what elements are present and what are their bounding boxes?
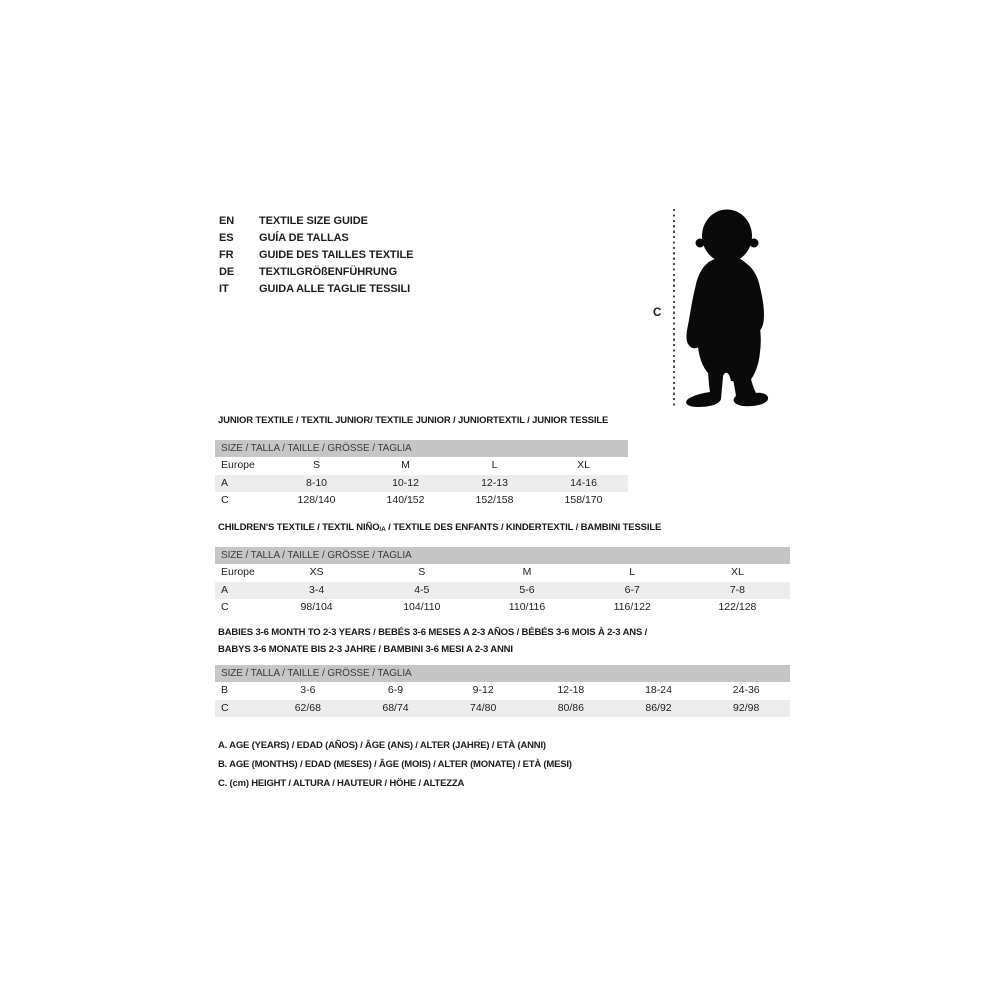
size-header-cell: S <box>312 459 320 471</box>
size-header-bar: SIZE / TALLA / TAILLE / GRÖSSE / TAGLIA <box>215 547 790 564</box>
value-cell: 92/98 <box>733 701 760 714</box>
value-cell: 122/128 <box>718 601 757 613</box>
language-row-es <box>219 230 413 247</box>
size-header-bar: SIZE / TALLA / TAILLE / GRÖSSE / TAGLIA <box>215 665 790 682</box>
value-cell: 128/140 <box>297 494 336 506</box>
value-cell: 24-36 <box>732 684 760 696</box>
row-label-cell: Europe <box>221 566 255 578</box>
legend <box>218 736 572 793</box>
value-cell: 18-24 <box>645 684 672 696</box>
row-label-cell: C <box>221 601 229 613</box>
language-code: EN <box>219 215 235 227</box>
value-cell: 8-10 <box>305 476 327 489</box>
value-cell: 10-12 <box>392 476 419 489</box>
row-label-cell: C <box>221 701 229 714</box>
height-measure-dashed-line <box>673 209 675 407</box>
legend-line-a: A. AGE (YEARS) / EDAD (AÑOS) / ÂGE (ANS) / ALTER (JAHRE) / ETÀ (ANNI) <box>218 740 546 751</box>
table-row <box>215 492 628 510</box>
value-cell: 14-16 <box>570 476 597 489</box>
value-cell: 152/158 <box>475 494 514 506</box>
row-label-cell: A <box>221 476 229 489</box>
size-header-cell: L <box>491 459 498 471</box>
value-cell: 140/152 <box>386 494 425 506</box>
value-cell: 74/80 <box>470 701 497 714</box>
value-cell: 158/170 <box>564 494 603 506</box>
value-cell: 116/122 <box>613 601 651 613</box>
language-code: IT <box>219 283 229 295</box>
language-title: GUIDA ALLE TAGLIE TESSILI <box>259 283 411 295</box>
babies-table-title-line1: BABIES 3-6 MONTH TO 2-3 YEARS / BEBÉS 3-6 MESES A 2-3 AÑOS / BÉBÉS 3-6 MOIS À 2-3 ANS / <box>218 627 648 638</box>
value-cell: 86/92 <box>645 701 672 714</box>
value-cell: 12-13 <box>481 476 508 489</box>
value-cell: 110/116 <box>508 601 546 613</box>
size-header-cell: XL <box>577 459 590 471</box>
toddler-silhouette-icon <box>683 208 773 408</box>
row-label-cell: A <box>221 583 229 596</box>
table-row <box>215 700 790 718</box>
value-cell: 3-4 <box>309 583 325 596</box>
table-row <box>215 475 628 493</box>
language-row-fr <box>219 247 413 264</box>
value-cell: 4-5 <box>414 583 430 596</box>
language-code: FR <box>219 249 234 261</box>
language-list <box>219 213 413 298</box>
language-code: DE <box>219 266 235 278</box>
value-cell: 7-8 <box>729 583 745 596</box>
value-cell: 98/104 <box>300 601 333 613</box>
row-label-cell: B <box>221 684 229 696</box>
language-row-de <box>219 264 413 281</box>
children-title-subscript: /A <box>379 526 386 533</box>
language-row-en <box>219 213 413 230</box>
children-title-pre: CHILDREN'S TEXTILE / TEXTIL NIÑO <box>218 522 380 533</box>
table-row <box>215 582 790 600</box>
language-title: GUÍA DE TALLAS <box>259 232 349 244</box>
row-label-cell: C <box>221 494 229 506</box>
value-cell: 9-12 <box>472 684 494 696</box>
value-cell: 6-9 <box>387 684 404 696</box>
size-header-cell: M <box>522 566 532 578</box>
junior-table <box>215 440 628 510</box>
row-label-cell: Europe <box>221 459 255 471</box>
legend-line-c: C. (cm) HEIGHT / ALTURA / HAUTEUR / HÖHE / ALTEZZA <box>218 778 465 789</box>
value-cell: 80/86 <box>557 701 584 714</box>
height-label-c: C <box>653 307 662 319</box>
children-table <box>215 547 790 617</box>
table-row <box>215 599 790 617</box>
language-code: ES <box>219 232 234 244</box>
table-row <box>215 457 628 475</box>
junior-table-title: JUNIOR TEXTILE / TEXTIL JUNIOR/ TEXTILE JUNIOR / JUNIORTEXTIL / JUNIOR TESSILE <box>218 415 609 426</box>
size-header-cell: L <box>629 566 636 578</box>
language-row-it <box>219 281 413 298</box>
value-cell: 6-7 <box>624 583 640 596</box>
table-row <box>215 564 790 582</box>
children-table-title <box>218 521 661 536</box>
size-header-bar: SIZE / TALLA / TAILLE / GRÖSSE / TAGLIA <box>215 440 628 457</box>
babies-table-title-line2: BABYS 3-6 MONATE BIS 2-3 JAHRE / BAMBINI 3-6 MESI A 2-3 ANNI <box>218 644 513 655</box>
value-cell: 68/74 <box>382 701 409 714</box>
legend-line-b: B. AGE (MONTHS) / EDAD (MESES) / ÂGE (MOIS) / ALTER (MONATE) / ETÀ (MESI) <box>218 759 572 770</box>
value-cell: 12-18 <box>557 684 585 696</box>
size-header-cell: M <box>401 459 410 471</box>
value-cell: 104/110 <box>403 601 441 613</box>
value-cell: 3-6 <box>300 684 316 696</box>
children-title-post: / TEXTILE DES ENFANTS / KINDERTEXTIL / BAMBINI TESSILE <box>385 522 662 533</box>
table-row <box>215 682 790 700</box>
size-header-cell: XL <box>730 566 744 578</box>
size-header-cell: XS <box>309 566 324 578</box>
value-cell: 5-6 <box>519 583 535 596</box>
language-title: TEXTILE SIZE GUIDE <box>259 215 368 227</box>
size-header-cell: S <box>418 566 426 578</box>
value-cell: 62/68 <box>294 701 321 714</box>
language-title: GUIDE DES TAILLES TEXTILE <box>259 249 414 261</box>
language-title: TEXTILGRÖßENFÜHRUNG <box>259 266 398 278</box>
babies-table <box>215 665 790 717</box>
